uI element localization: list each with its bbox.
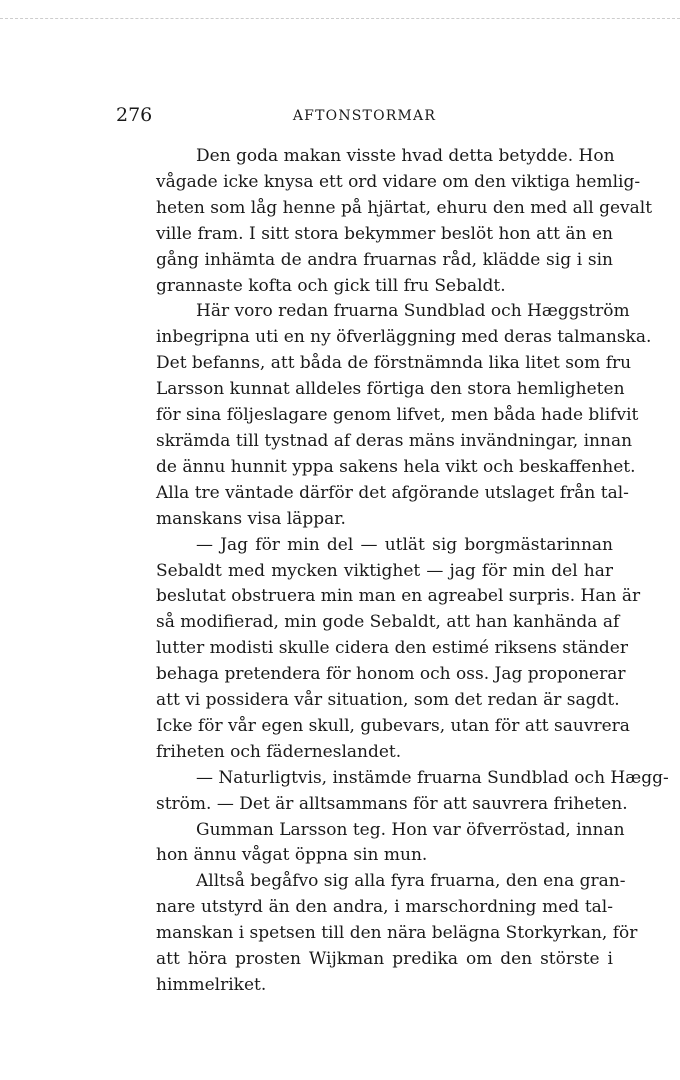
paragraph-4 [116, 766, 669, 818]
text-line: att höra prosten Wijkman predika om den störste i [156, 949, 613, 970]
text-line: Alltså begåfvo sig alla fyra fruarna, den ena gran- [196, 871, 626, 892]
text-line: gång inhämta de andra fruarnas råd, klädde sig i sin [156, 249, 613, 270]
text-line: ström. — Det är alltsammans för att sauvrera friheten. [156, 793, 628, 814]
page-header [116, 103, 613, 127]
text-line: friheten och fäderneslandet. [156, 741, 402, 762]
text-line: skrämda till tystnad af deras mäns invändningar, innan [156, 430, 633, 451]
text-line: att vi possidera vår situation, som det redan är sagdt. [156, 690, 620, 711]
paragraph-5 [116, 818, 625, 870]
text-line: — Naturligtvis, instämde fruarna Sundblad och Hægg- [196, 767, 669, 788]
running-title: AFTONSTORMAR [292, 108, 437, 124]
text-line: Sebaldt med mycken viktighet — jag för min del har [156, 560, 613, 581]
text-line: — Jag för min del — utlät sig borgmästarinnan [196, 534, 613, 555]
paragraph-1 [116, 144, 653, 299]
text-line: så modifierad, min gode Sebaldt, att han kanhända af [156, 612, 620, 633]
text-line: ville fram. I sitt stora bekymmer beslöt hon att än en [156, 223, 613, 244]
text-line: Alla tre väntade därför det afgörande utslaget från tal- [156, 482, 629, 503]
text-line: manskan i spetsen till den nära belägna Storkyrkan, för [156, 923, 638, 944]
text-line: hon ännu vågat öppna sin mun. [156, 845, 428, 866]
text-line: behaga pretendera för honom och oss. Jag proponerar [156, 664, 626, 685]
page-number: 276 [116, 104, 153, 126]
body-text [116, 144, 669, 999]
text-line: himmelriket. [156, 975, 267, 995]
paragraph-2 [116, 299, 652, 532]
text-line: Icke för vår egen skull, gubevars, utan för att sauvrera [156, 715, 630, 736]
text-line: nare utstyrd än den andra, i marschordning med tal- [156, 897, 613, 918]
text-line: heten som låg henne på hjärtat, ehuru den med all gevalt [156, 197, 653, 218]
top-edge-rule [0, 18, 680, 19]
text-line: Här voro redan fruarna Sundblad och Hæggström [196, 301, 630, 322]
text-line: beslutat obstruera min man en agreabel surpris. Han är [156, 586, 641, 607]
text-line: Det befanns, att båda de förstnämnda lika litet som fru [156, 353, 632, 374]
text-line: Larsson kunnat alldeles förtiga den stora hemligheten [156, 379, 625, 400]
text-line: de ännu hunnit yppa sakens hela vikt och beskaffenhet. [156, 456, 636, 477]
paragraph-3 [116, 533, 641, 766]
text-line: Gumman Larsson teg. Hon var öfverröstad, innan [196, 819, 625, 840]
text-line: vågade icke knysa ett ord vidare om den viktiga hemlig- [156, 171, 641, 192]
text-line: grannaste kofta och gick till fru Sebaldt. [156, 275, 506, 296]
text-line: inbegripna uti en ny öfverläggning med deras talmanska. [156, 327, 652, 348]
paragraph-6 [116, 869, 638, 999]
text-line: Den goda makan visste hvad detta betydde. Hon [196, 146, 615, 166]
text-line: lutter modisti skulle cidera den estimé riksens ständer [156, 638, 628, 659]
text-line: manskans visa läppar. [156, 508, 346, 529]
text-line: för sina följeslagare genom lifvet, men båda hade blifvit [156, 405, 639, 426]
